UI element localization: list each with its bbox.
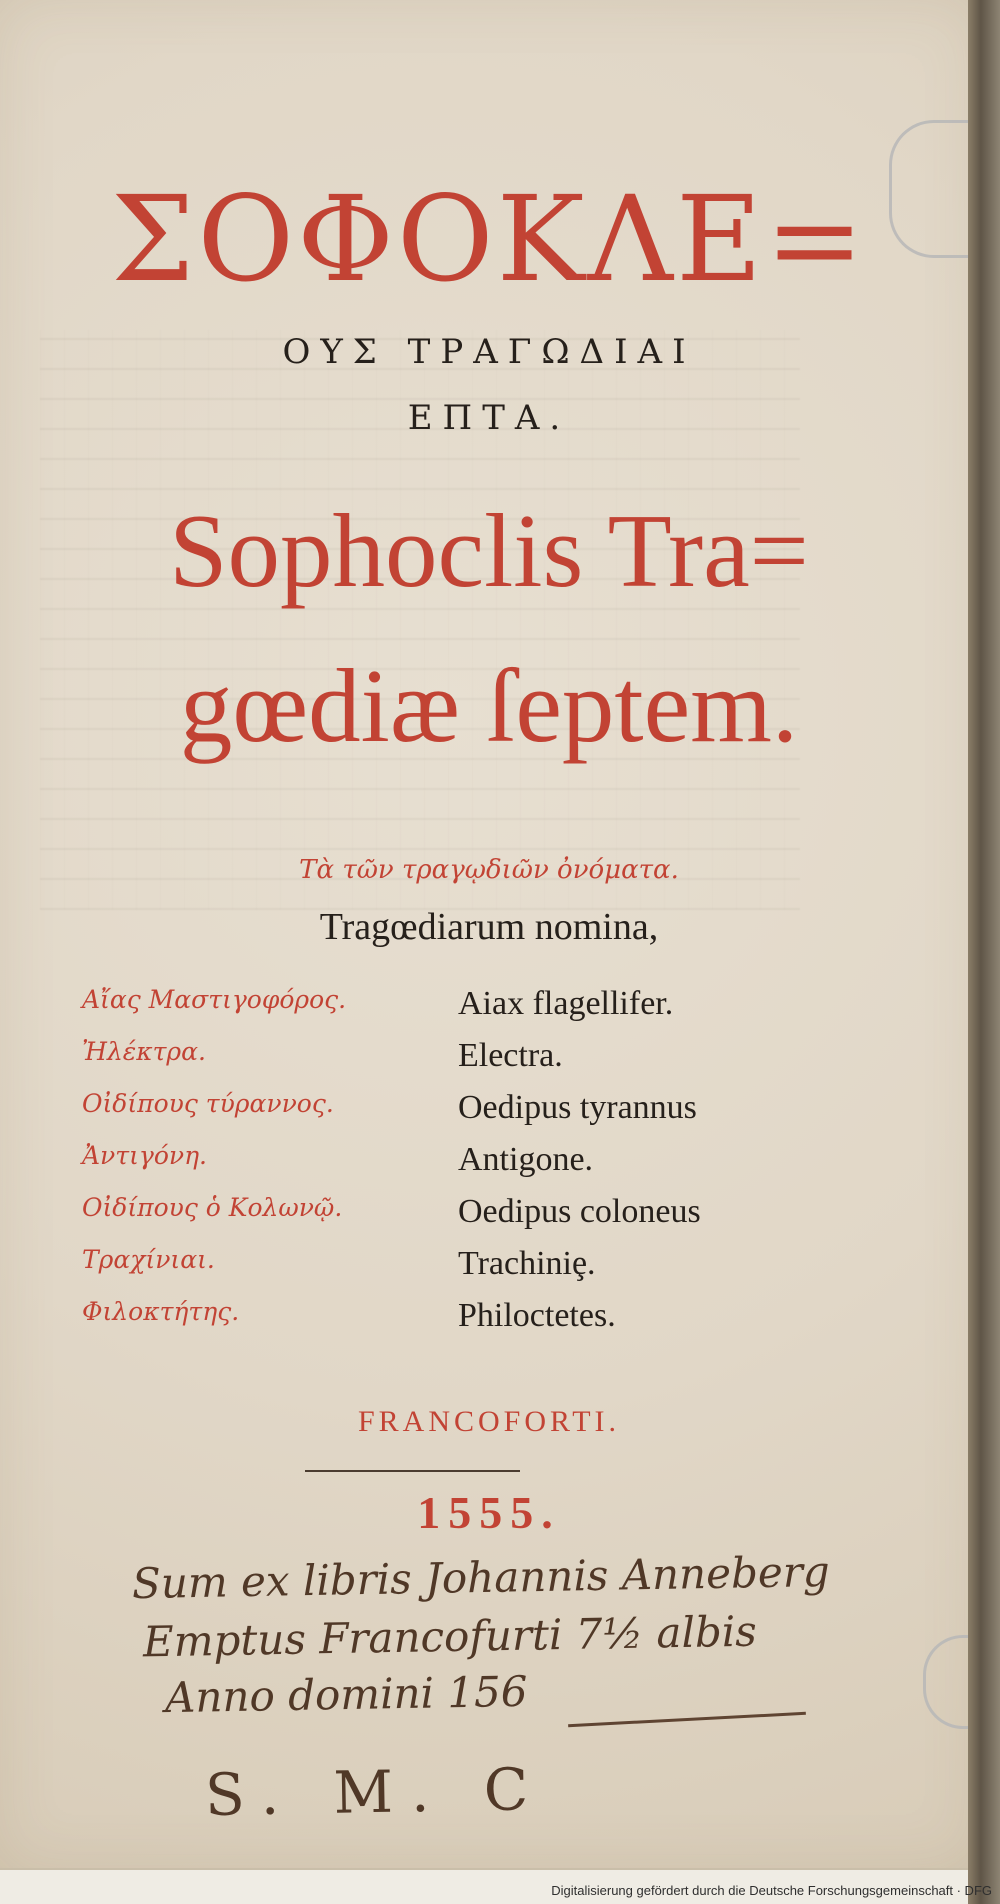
handwritten-initials: S. M. C	[204, 1755, 547, 1829]
handwritten-ownership-line-2: Emptus Francofurti 7½ albis	[142, 1606, 758, 1667]
greek-subtitle-line-2: ΕΠΤΑ.	[407, 398, 571, 438]
imprint-place: FRANCOFORTI.	[357, 1405, 621, 1438]
tragedy-row	[0, 1089, 978, 1141]
tragedy-latin-name: Oedipus coloneus	[458, 1193, 701, 1230]
tragedy-greek-name: Αἴας Μαστιγοφόρος.	[82, 985, 347, 1014]
tragedy-greek-name: Ἠλέκτρα.	[82, 1037, 206, 1066]
tragedy-row	[0, 1037, 978, 1089]
tragedy-latin-name: Trachiniȩ.	[458, 1245, 596, 1282]
tragedy-row	[0, 1193, 978, 1245]
tragedy-latin-name: Oedipus tyrannus	[458, 1089, 697, 1126]
tragedy-latin-name: Antigone.	[458, 1141, 594, 1178]
tragedy-greek-name: Οἰδίπους τύραννος.	[82, 1089, 334, 1118]
tragedy-greek-name: Τραχίνιαι.	[82, 1245, 215, 1274]
book-fore-edge	[968, 0, 1000, 1904]
handwritten-underline	[568, 1712, 806, 1727]
handwritten-ownership-line-1: Sum ex libris Johannis Anneberg	[131, 1546, 831, 1609]
tragedy-greek-name: Οἰδίπους ὁ Κολωνῷ.	[82, 1193, 343, 1222]
tragedy-latin-name: Electra.	[458, 1037, 563, 1074]
latin-names-heading: Tragœdiarum nomina,	[319, 906, 659, 948]
greek-subtitle-line-1: ΟΥΣ ΤΡΑΓΩΔΙΑΙ	[282, 332, 696, 372]
imprint-rule	[305, 1470, 520, 1472]
greek-names-heading: Τὰ τῶν τραγῳδιῶν ὀνόματα.	[299, 855, 679, 885]
tragedy-greek-name: Φιλοκτήτης.	[82, 1297, 240, 1326]
tragedy-latin-name: Philoctetes.	[458, 1297, 616, 1334]
tragedy-greek-name: Ἀντιγόνη.	[82, 1141, 207, 1170]
dfg-footer-note: Digitalisierung gefördert durch die Deutsche Forschungsgemeinschaft · DFG	[551, 1883, 992, 1898]
tragedy-latin-name: Aiax flagellifer.	[458, 985, 674, 1022]
greek-title: ΣΟΦΟΚΛΕ=	[110, 170, 868, 308]
tragedy-row	[0, 1297, 978, 1349]
latin-title-line-1: Sophoclis Tra=	[169, 492, 809, 609]
tragedy-row	[0, 985, 978, 1037]
tragedy-row	[0, 1245, 978, 1297]
tragedy-row	[0, 1141, 978, 1193]
imprint-year: 1555.	[417, 1487, 561, 1538]
latin-title-line-2: gœdiæ ſeptem.	[179, 647, 799, 764]
handwritten-ownership-line-3: Anno domini 156	[164, 1666, 528, 1723]
